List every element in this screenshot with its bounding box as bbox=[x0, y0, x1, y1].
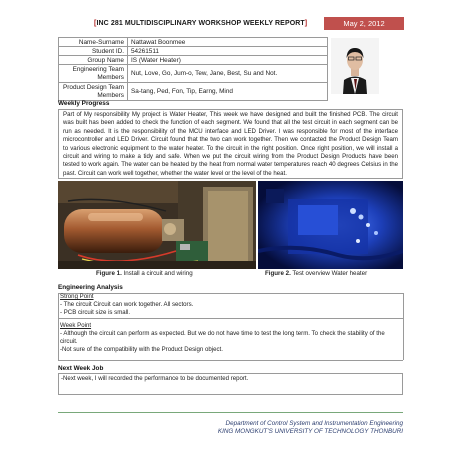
info-label: Name-Surname bbox=[59, 38, 128, 47]
strong-point-title: Strong Point bbox=[60, 293, 94, 300]
info-label: Product Design Team Members bbox=[59, 83, 128, 101]
figure-2-label: Figure 2. bbox=[265, 270, 291, 277]
strong-point-item: - PCB circuit size is small. bbox=[60, 309, 131, 317]
next-week-box bbox=[58, 373, 403, 395]
student-info-table bbox=[58, 37, 328, 101]
strong-point-item: - The circuit Circuit can work together. All sectors. bbox=[60, 301, 194, 309]
weekly-progress-text: Part of My responsibility My project is Water Heater, This week we have designed and built the finished PCB. The circuit was built has been added to check the function of each segment. We found that all the test circuit in each segment can be run as needed. It is the responsibility of the MCU interface and LED Driver. I was responsible for most of the interface microcontroller and LED Driver. Circuit found that the two can work together. Then we contacted the Product Design Team to various electronic equipment to the water heater. To the circuit in the right position. Once right position, we will install a circuit and wiring to make a tidy and safe. When we put the circuit wiring from the Product Design Products have been tested to work again. The water can be heated by the heat from normal water temperatures reach 40 degrees Celsius in the past. Circuit can work well together, whether the water level or the level of the heat. bbox=[63, 111, 398, 177]
title-bracket-close: ] bbox=[304, 20, 308, 27]
footer-university: KING MONGKUT’S UNIVERSITY OF TECHNOLOGY THONBURI bbox=[217, 428, 403, 435]
figure-2-photo bbox=[258, 181, 403, 269]
info-value: 54261511 bbox=[128, 47, 328, 56]
figure-2-caption bbox=[265, 270, 367, 277]
title-bracket-open: [ bbox=[94, 20, 97, 27]
figure-1-photo bbox=[58, 181, 256, 269]
info-row bbox=[59, 83, 328, 101]
title-text: INC 281 MULTIDISCIPLINARY WORKSHOP WEEKLY REPORT bbox=[96, 20, 305, 27]
figure-1-text: Install a circuit and wiring bbox=[121, 270, 193, 277]
weekly-progress-title: Weekly Progress bbox=[58, 100, 110, 107]
info-label: Student ID. bbox=[59, 47, 128, 56]
info-row bbox=[59, 65, 328, 83]
info-value: Nut, Love, Go, Jum-o, Tew, Jane, Best, Su and Not. bbox=[128, 65, 328, 83]
table-rule bbox=[58, 318, 403, 319]
info-row bbox=[59, 38, 328, 47]
next-week-title: Next Week Job bbox=[58, 365, 104, 372]
weak-point-title: Week Point bbox=[60, 322, 92, 329]
info-row bbox=[59, 56, 328, 65]
table-rule bbox=[58, 293, 59, 360]
info-value: IS (Water Heater) bbox=[128, 56, 328, 65]
report-date: May 2, 2012 bbox=[324, 17, 404, 30]
footer-rule bbox=[58, 412, 403, 413]
figure-2-text: Test overview Water heater bbox=[290, 270, 368, 277]
info-value: Nattawat Boonmee bbox=[128, 38, 328, 47]
figure-1-caption bbox=[96, 270, 193, 277]
weak-point-section bbox=[60, 322, 400, 354]
strong-point-section bbox=[60, 293, 193, 317]
weak-point-item: - Although the circuit can perform as expected. But we do not have time to test the long term. To check the stability of the circuit. bbox=[60, 330, 385, 346]
weak-point-item: -Not sure of the compatibility with the Product Design object. bbox=[60, 346, 223, 354]
next-week-text: -Next week, I will recorded the performance to be documented report. bbox=[61, 375, 249, 382]
engineering-analysis-box bbox=[58, 293, 403, 360]
info-label: Engineering Team Members bbox=[59, 65, 128, 83]
table-rule bbox=[403, 293, 404, 360]
report-title bbox=[94, 20, 307, 27]
weekly-progress-box bbox=[58, 109, 403, 179]
info-row bbox=[59, 47, 328, 56]
figure-1-label: Figure 1. bbox=[96, 270, 122, 277]
info-value: Sa-tang, Ped, Fon, Tip, Earng, Mind bbox=[128, 83, 328, 101]
footer-department: Department of Control System and Instrumentation Engineering bbox=[225, 420, 403, 427]
table-rule bbox=[58, 360, 403, 361]
info-label: Group Name bbox=[59, 56, 128, 65]
student-photo bbox=[331, 38, 379, 94]
engineering-analysis-title: Engineering Analysis bbox=[58, 284, 123, 291]
